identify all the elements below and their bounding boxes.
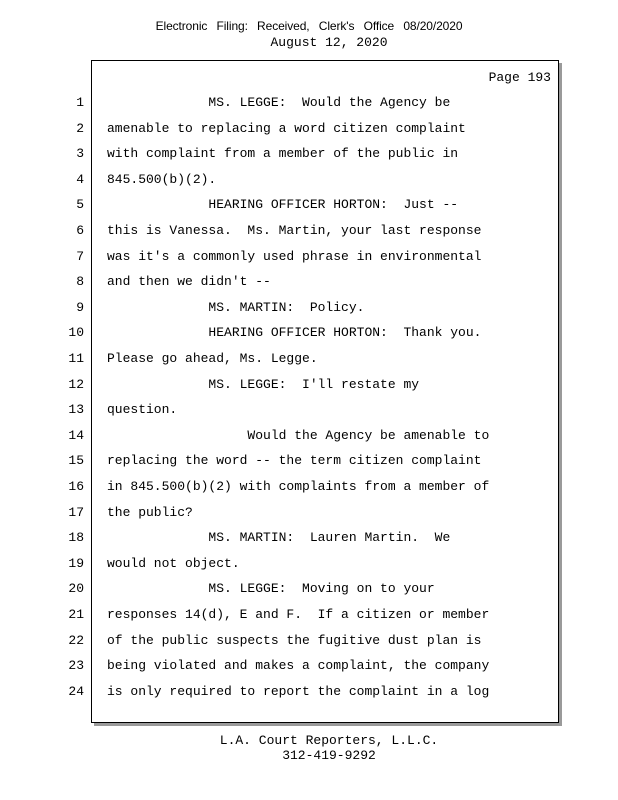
transcript-line: being violated and makes a complaint, the company [107, 658, 490, 673]
transcript-line: with complaint from a member of the public in [107, 146, 459, 161]
footer-phone: 312-419-9292 [282, 748, 376, 763]
transcript-line: this is Vanessa. Ms. Martin, your last response [107, 223, 482, 238]
line-number: 4 [76, 172, 84, 187]
page-number: Page 193 [488, 70, 551, 85]
line-number: 24 [68, 684, 84, 699]
footer-company: L.A. Court Reporters, L.L.C. [219, 733, 439, 748]
line-number: 10 [68, 325, 84, 340]
filing-stamp: Electronic Filing: Received, Clerk's Office 08/20/2020 [155, 19, 463, 33]
line-number: 20 [68, 581, 84, 596]
line-number: 21 [68, 607, 84, 622]
line-number: 11 [68, 351, 84, 366]
line-number: 12 [68, 377, 84, 392]
line-number: 3 [76, 146, 84, 161]
line-number: 17 [68, 505, 84, 520]
line-number: 14 [68, 428, 84, 443]
transcript-line: MS. MARTIN: Lauren Martin. We [107, 530, 451, 545]
transcript-line: is only required to report the complaint in a log [107, 684, 490, 699]
transcript-line: MS. MARTIN: Policy. [107, 300, 365, 315]
transcript-line: HEARING OFFICER HORTON: Thank you. [107, 325, 482, 340]
transcript-line: MS. LEGGE: Moving on to your [107, 581, 435, 596]
transcript-line: and then we didn't -- [107, 274, 271, 289]
transcript-line: MS. LEGGE: Would the Agency be [107, 95, 451, 110]
line-number: 16 [68, 479, 84, 494]
transcript-line: was it's a commonly used phrase in environmental [107, 249, 482, 264]
transcript-line: HEARING OFFICER HORTON: Just -- [107, 197, 459, 212]
transcript-line: Would the Agency be amenable to [107, 428, 490, 443]
line-number: 8 [76, 274, 84, 289]
line-number: 1 [76, 95, 84, 110]
line-number: 7 [76, 249, 84, 264]
transcript-line: would not object. [107, 556, 240, 571]
transcript-line: responses 14(d), E and F. If a citizen or member [107, 607, 490, 622]
line-number: 18 [68, 530, 84, 545]
transcript-line: question. [107, 402, 178, 417]
line-number: 5 [76, 197, 84, 212]
line-number: 13 [68, 402, 84, 417]
transcript-line: 845.500(b)(2). [107, 172, 217, 187]
transcript-line: Please go ahead, Ms. Legge. [107, 351, 318, 366]
transcript-line: MS. LEGGE: I'll restate my [107, 377, 420, 392]
line-number: 22 [68, 633, 84, 648]
transcript-line: of the public suspects the fugitive dust plan is [107, 633, 482, 648]
line-number: 23 [68, 658, 84, 673]
line-number: 15 [68, 453, 84, 468]
line-number: 2 [76, 121, 84, 136]
line-number: 9 [76, 300, 84, 315]
transcript-line: replacing the word -- the term citizen complaint [107, 453, 482, 468]
line-number: 19 [68, 556, 84, 571]
line-number: 6 [76, 223, 84, 238]
transcript-line: in 845.500(b)(2) with complaints from a member of [107, 479, 490, 494]
transcript-line: amenable to replacing a word citizen complaint [107, 121, 466, 136]
transcript-date: August 12, 2020 [270, 35, 388, 50]
transcript-line: the public? [107, 505, 193, 520]
